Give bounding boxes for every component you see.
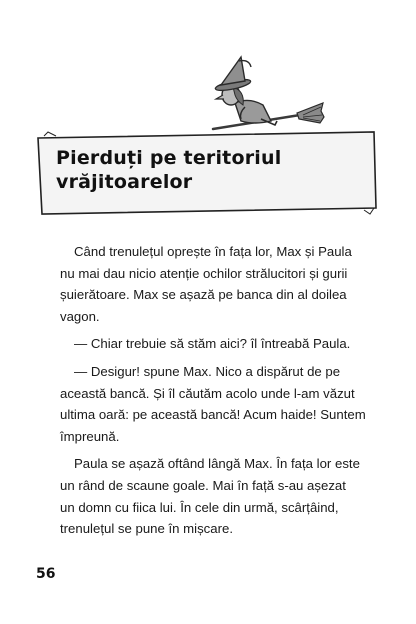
text-line: un domn cu fiica lui. În cele din urmă, scârțâind, [60, 499, 339, 515]
text-line: — Desigur! spune Max. Nico a dispărut de pe [74, 363, 341, 379]
chapter-title [56, 146, 376, 194]
chapter-title-banner [34, 130, 379, 216]
text-line: nu mai dau nicio atenție ochilor strălucitori și gurii [60, 265, 348, 281]
text-line: Când trenulețul oprește în fața lor, Max și Paula [74, 244, 352, 259]
paragraph [60, 361, 378, 447]
text-line: șuierătoare. Max se așază pe banca din al doilea [60, 287, 347, 303]
page-number: 56 [36, 566, 56, 582]
paragraph [60, 241, 378, 327]
text-line: ultima oară: pe această bancă! Acum haide! Suntem [60, 407, 366, 423]
text-line: vagon. [60, 308, 100, 324]
paragraph [60, 333, 378, 355]
text-line: Paula se așază oftând lângă Max. În fața lor este [74, 456, 360, 472]
chapter-title-line: Pierduți pe teritoriul [56, 147, 282, 169]
paragraph [60, 453, 378, 539]
text-line: un rând de scaune goale. Mai în față s-au așezat [60, 477, 346, 493]
text-line: împreună. [60, 428, 120, 444]
text-line: această bancă. Și îl căutăm acolo unde l-am văzut [60, 385, 355, 401]
text-line: trenulețul se pune în mișcare. [60, 521, 233, 537]
text-line: — Chiar trebuie să stăm aici? îl întreabă Paula. [74, 336, 351, 352]
chapter-title-line: vrăjitoarelor [56, 171, 193, 193]
body-text [60, 241, 378, 546]
